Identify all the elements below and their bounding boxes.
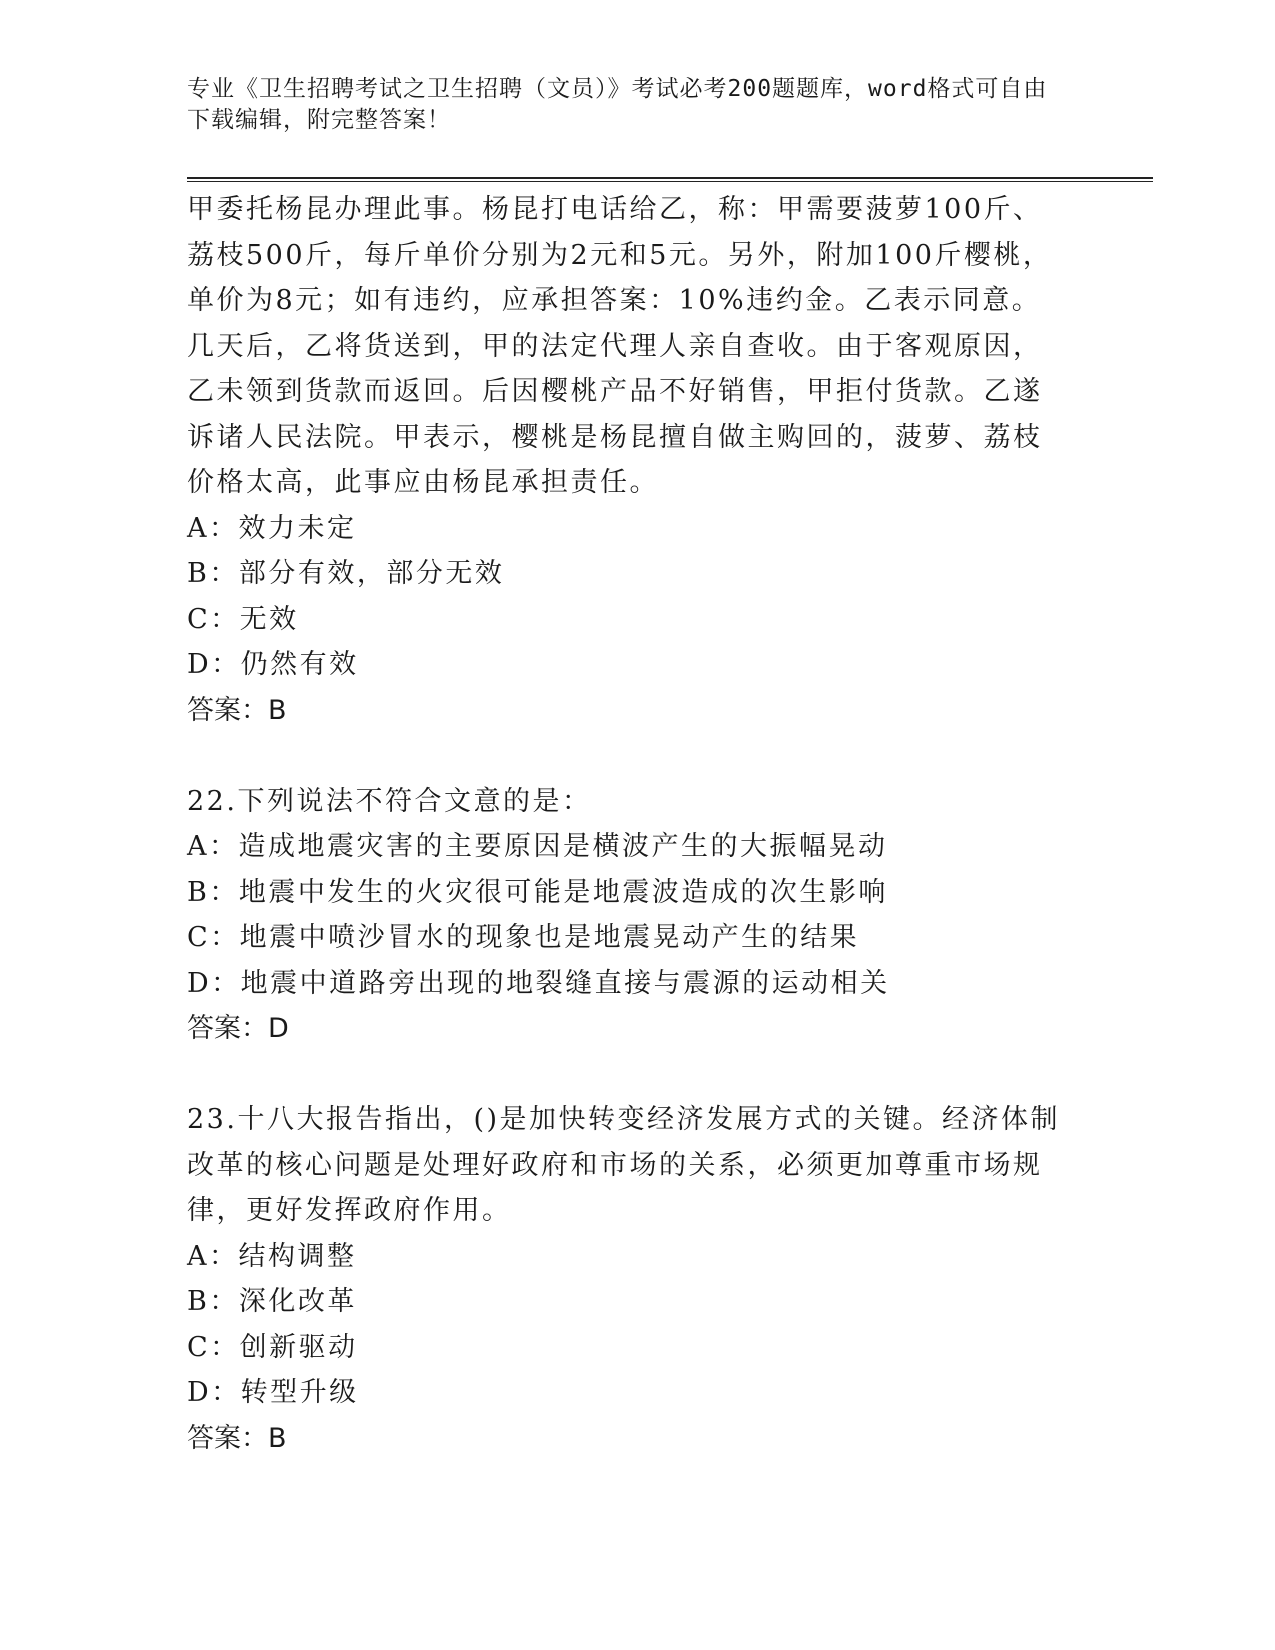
question-block [187,779,1067,1052]
answer-line: 答案：D [187,1013,289,1044]
option-b: B：地震中发生的火灾很可能是地震波造成的次生影响 [187,876,888,908]
option-d: D：仍然有效 [187,649,359,680]
question-block [187,1097,1067,1461]
header-divider [187,177,1153,182]
option-b: B：深化改革 [187,1286,357,1317]
question-stem: 23.十八大报告指出，()是加快转变经济发展方式的关键。经济体制改革的核心问题是处理好政府和市场的关系，必须更加尊重市场规律，更好发挥政府作用。 [187,1104,1061,1226]
option-b: B：部分有效，部分无效 [187,558,505,589]
answer-line: 答案：B [187,694,287,726]
question-stem: 22.下列说法不符合文意的是： [187,785,592,817]
answer-line: 答案：B [187,1422,287,1454]
option-a: A：结构调整 [187,1240,357,1272]
option-a: A：造成地震灾害的主要原因是横波产生的大振幅晃动 [187,831,888,862]
document-header [187,74,1067,136]
question-stem: 甲委托杨昆办理此事。杨昆打电话给乙，称：甲需要菠萝100斤、荔枝500斤，每斤单价分别为2元和5元。另外，附加100斤樱桃，单价为8元；如有违约，应承担答案：10%违约金。乙表示同意。几天后，乙将货送到，甲的法定代理人亲自查收。由于客观原因，乙未领到货款而返回。后因樱桃产品不好销售，甲拒付货款。乙遂诉诸人民法院。甲表示，樱桃是杨昆擅自做主购回的，菠萝、荔枝价格太高，此事应由杨昆承担责任。 [187,194,1053,498]
option-a: A：效力未定 [187,512,357,544]
header-title: 专业《卫生招聘考试之卫生招聘（文员）》考试必考200题题库，word格式可自由下载编辑，附完整答案！ [187,76,1048,133]
option-c: C：地震中喷沙冒水的现象也是地震晃动产生的结果 [187,922,860,953]
document-body [187,187,1067,1461]
option-c: C：创新驱动 [187,1331,358,1363]
question-block [187,187,1067,733]
option-d: D：转型升级 [187,1377,359,1408]
option-c: C：无效 [187,603,299,635]
option-d: D：地震中道路旁出现的地裂缝直接与震源的运动相关 [187,967,890,999]
